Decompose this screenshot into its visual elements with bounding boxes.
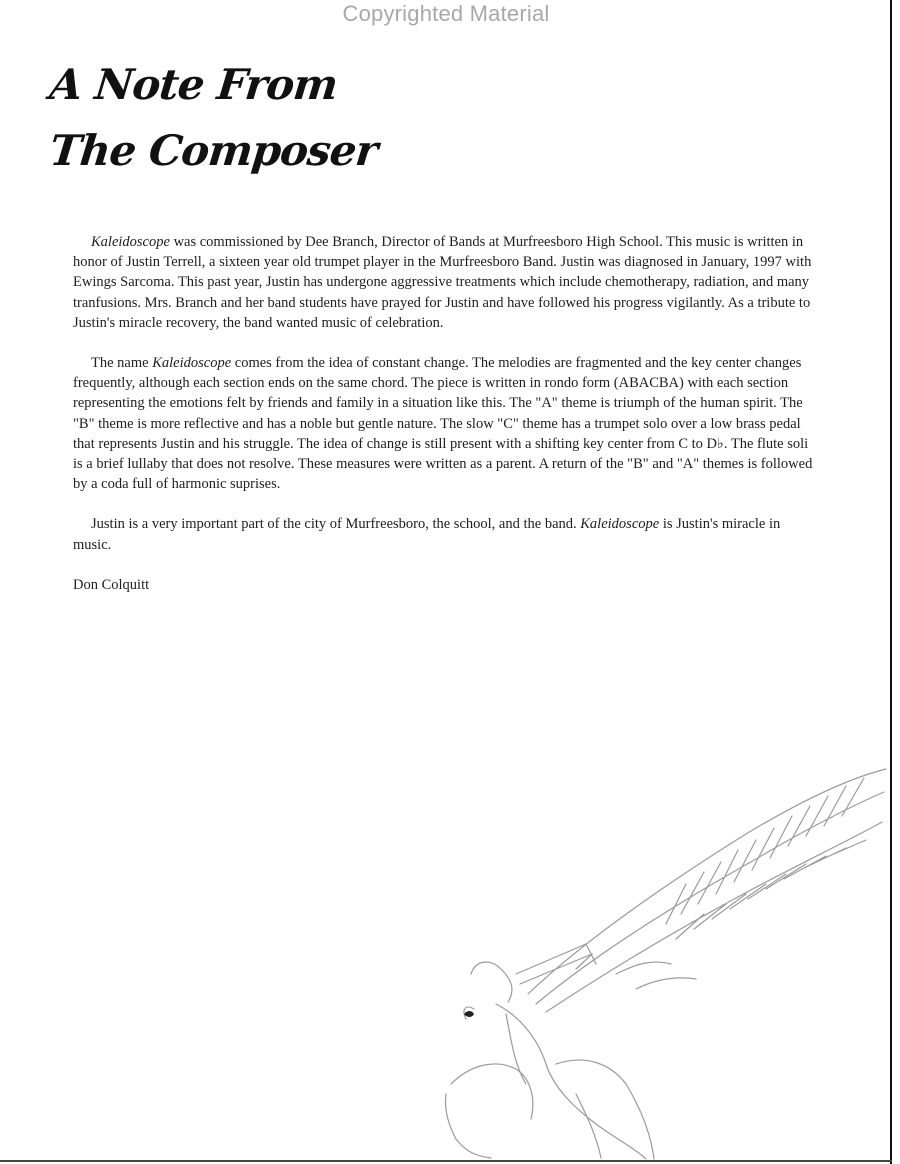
paragraph-2: [73, 353, 813, 494]
composer-note-body: [73, 232, 813, 615]
paragraph-3-text: is Justin's miracle in music.: [73, 516, 781, 553]
composer-signature: Don Colquitt: [73, 576, 150, 593]
paragraph-2-text: comes from the idea of constant change. The melodies are fragmented and the key center changes frequently, although each section ends on the same chord. The piece is written in rondo form (ABACBA) with each section representing the emotions felt by friends and family in a situation like this. The "A" theme is triumph of the human spirit. The "B" theme is more reflective and has a noble but gentle nature. The slow "C" theme has a trumpet solo over a low brass pedal that represents Justin and his struggle. The idea of change is still present with a shifting key center from C to D♭. The flute soli is a brief lullaby that does not resolve. These measures were written as a parent. A return of the "B" and "A" themes is followed by a coda full of harmonic suprises.: [73, 355, 813, 493]
paragraph-2-lead: The name: [91, 355, 153, 372]
paragraph-3-lead: Justin is a very important part of the city of Murfreesboro, the school, and the band.: [91, 516, 581, 533]
paragraph-1-text: was commissioned by Dee Branch, Director of Bands at Murfreesboro High School. This music is written in honor of Justin Terrell, a sixteen year old trumpet player in the Murfreesboro Band. Justin was diagnosed in January, 1997 with Ewings Sarcoma. This past year, Justin has undergone aggressive treatments which include chemotherapy, radiation, and many tranfusions. Mrs. Branch and her band students have prayed for Justin and have followed his progress vigilantly. As a tribute to Justin's miracle recovery, the band wanted music of celebration.: [73, 234, 812, 331]
copyright-watermark: Copyrighted Material: [342, 1, 550, 26]
paragraph-3: [73, 514, 813, 554]
work-title: Kaleidoscope: [580, 516, 660, 533]
page-title-line-2: The Composer: [47, 126, 380, 175]
paragraph-1: [73, 232, 813, 333]
trumpet-player-sketch: [436, 764, 890, 1160]
work-title: Kaleidoscope: [91, 234, 170, 250]
work-title: Kaleidoscope: [152, 355, 232, 372]
page-right-edge: [890, 0, 892, 1164]
page-bottom-edge: [0, 1160, 892, 1162]
page-title-line-1: A Note From: [47, 60, 340, 109]
